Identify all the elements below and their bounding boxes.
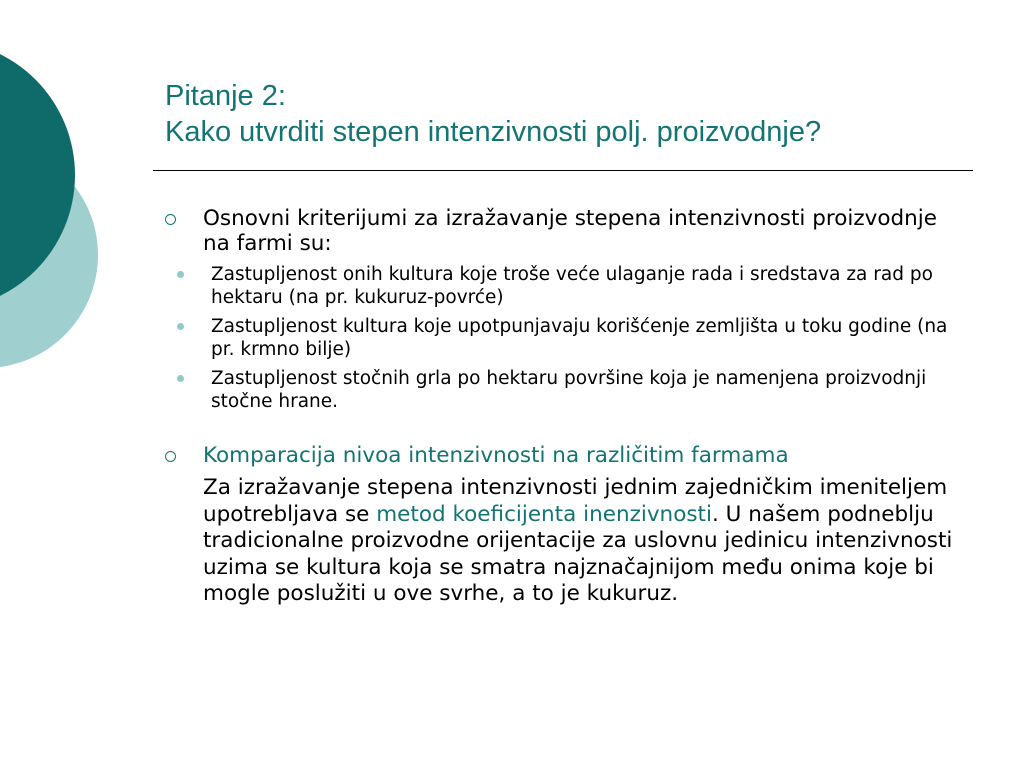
bullet-criteria (165, 206, 965, 256)
sub-bullet-item (211, 367, 965, 413)
slide-content (165, 206, 965, 608)
hollow-bullet-icon (165, 214, 176, 225)
sub-bullet-text: Zastupljenost stočnih grla po hektaru površine koja je namenjena proizvodnji stočne hrane. (211, 368, 927, 412)
sub-bullet-text: Zastupljenost kultura koje upotpunjavaju korišćenje zemljišta u toku godine (na pr. krmno bilje) (211, 316, 948, 360)
title-line-2: Kako utvrditi stepen intenzivnosti polj. proizvodnje? (165, 116, 822, 148)
sub-bullet-item (211, 263, 965, 309)
bullet-comparison-text: Komparacija nivoa intenzivnosti na različitim farmama (203, 443, 789, 468)
sub-bullet-item (211, 315, 965, 361)
dot-bullet-icon (177, 375, 184, 382)
title-divider (153, 170, 973, 171)
bullet-criteria-text: Osnovni kriterijumi za izražavanje stepena intenzivnosti proizvodnje na farmi su: (203, 206, 937, 256)
title-line-1: Pitanje 2: (165, 80, 286, 112)
dot-bullet-icon (177, 323, 184, 330)
slide-title (165, 78, 985, 150)
paragraph-text-start: Za izražavanje stepena intenzivnosti jednim zajedničkim imeniteljem upotrebljava se (203, 475, 948, 527)
paragraph-text-end: . U našem podneblju tradicionalne proizvodne orijentacije za uslovnu jedinicu intenzivnosti uzima se kultura koja se smatra najznačajnijom među onima koje bi mogle poslužiti u ove svrhe, a to je kukuruz. (203, 501, 953, 606)
hollow-bullet-icon (165, 451, 176, 462)
criteria-sub-list (165, 263, 965, 413)
comparison-paragraph (165, 475, 965, 608)
decorative-circles (0, 0, 110, 420)
dot-bullet-icon (177, 271, 184, 278)
paragraph-highlight: metod koeficijenta inenzivnosti (376, 501, 712, 527)
bullet-comparison (165, 443, 965, 468)
sub-bullet-text: Zastupljenost onih kultura koje troše veće ulaganje rada i sredstava za rad po hektaru (na pr. kukuruz-povrće) (211, 264, 933, 308)
